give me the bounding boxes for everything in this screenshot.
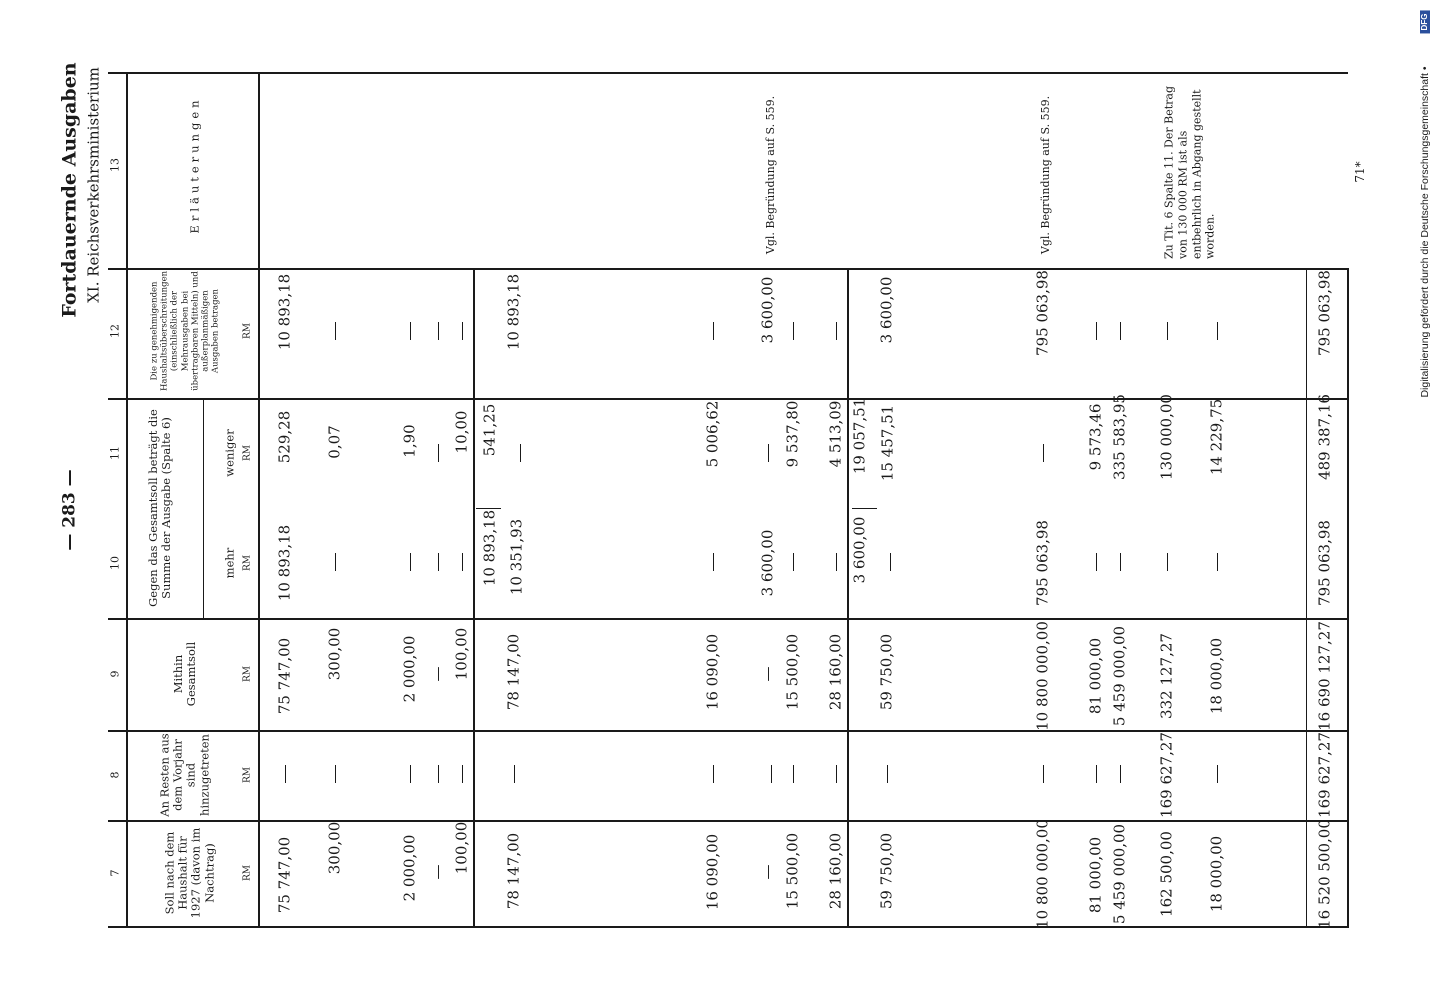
table-cell: 2 000,00 bbox=[400, 635, 419, 703]
table-cell-total: 795 063,98 bbox=[1315, 270, 1334, 356]
table-cell: 300,00 bbox=[325, 627, 344, 681]
col13-header: Erläuterungen bbox=[187, 96, 202, 234]
table-cell: 1,90 bbox=[400, 424, 419, 458]
table-cell: 78 147,00 bbox=[504, 633, 523, 711]
dash-mark bbox=[887, 765, 888, 783]
table-cell: 9 537,80 bbox=[783, 400, 802, 468]
col11-header: weniger bbox=[222, 429, 237, 477]
dash-mark bbox=[410, 765, 411, 783]
table-cell: 10 800 000,00 bbox=[1033, 621, 1052, 731]
table-cell: 14 229,75 bbox=[1207, 398, 1226, 476]
table-cell: 75 747,00 bbox=[275, 836, 294, 914]
dash-mark bbox=[462, 322, 463, 340]
table-cell: 10,00 bbox=[452, 410, 471, 454]
dash-mark bbox=[1217, 322, 1218, 340]
table-cell-total: 16 690 127,27 bbox=[1315, 621, 1334, 731]
col7-number: 7 bbox=[108, 869, 122, 877]
table-cell: 16 090,00 bbox=[703, 633, 722, 711]
table-cell-total: 795 063,98 bbox=[1315, 520, 1334, 606]
page-subtitle: XI. Reichsverkehrsministerium bbox=[84, 67, 103, 303]
col7-currency: RM bbox=[242, 865, 253, 881]
dash-mark bbox=[1217, 765, 1218, 783]
page-number: — 283 — bbox=[59, 469, 80, 551]
table-cell: 541,25 bbox=[480, 403, 499, 457]
col10-currency: RM bbox=[242, 555, 253, 571]
table-cell: 3 600,00 bbox=[877, 276, 896, 344]
col9-header: Mithin Gesamtsoll bbox=[170, 641, 198, 707]
table-cell: 529,28 bbox=[275, 410, 294, 464]
table-cell: — bbox=[428, 666, 447, 682]
table-cell: 5 459 000,00 bbox=[1110, 823, 1129, 925]
dash-mark bbox=[1043, 444, 1044, 462]
dash-mark bbox=[1096, 322, 1097, 340]
table-cell: 59 750,00 bbox=[877, 633, 896, 711]
dash-mark bbox=[1120, 765, 1121, 783]
dash-mark bbox=[1096, 553, 1097, 571]
dash-mark bbox=[410, 322, 411, 340]
remark-note: Vgl. Begründung auf S. 559. bbox=[1039, 95, 1053, 255]
table-cell: 3 600,00 bbox=[758, 529, 777, 597]
table-cell: 100,00 bbox=[452, 821, 471, 875]
dash-mark bbox=[713, 322, 714, 340]
dash-mark bbox=[438, 553, 439, 571]
table-cell: 10 893,18 bbox=[480, 509, 499, 587]
table-cell: 10 893,18 bbox=[504, 273, 523, 351]
col12-number: 12 bbox=[108, 324, 122, 338]
table-cell: — bbox=[758, 864, 777, 880]
col8-currency: RM bbox=[242, 767, 253, 783]
digitization-note: Digitalisierung gefördert durch die Deutsche Forschungsgemeinschaft • bbox=[1418, 66, 1431, 398]
col12-currency: RM bbox=[242, 323, 253, 339]
table-cell: 100,00 bbox=[452, 627, 471, 681]
dash-mark bbox=[1120, 553, 1121, 571]
col10-number: 10 bbox=[108, 556, 122, 570]
col10-header: mehr bbox=[222, 547, 237, 579]
dash-mark bbox=[335, 765, 336, 783]
dash-mark bbox=[1167, 553, 1168, 571]
page-title: Fortdauernde Ausgaben bbox=[58, 62, 81, 318]
table-cell: 2 000,00 bbox=[400, 834, 419, 902]
dash-mark bbox=[520, 444, 521, 462]
col11-number: 11 bbox=[108, 446, 122, 460]
table-cell: 4 513,09 bbox=[826, 400, 845, 468]
table-cell: 15 500,00 bbox=[783, 832, 802, 910]
dash-mark bbox=[793, 322, 794, 340]
col9-number: 9 bbox=[108, 670, 122, 678]
col9-currency: RM bbox=[242, 666, 253, 682]
dash-mark bbox=[793, 553, 794, 571]
table-cell: 169 627,27 bbox=[1157, 732, 1176, 818]
table-cell: 3 600,00 bbox=[758, 276, 777, 344]
table-cell: 795 063,98 bbox=[1033, 270, 1052, 356]
col8-number: 8 bbox=[108, 771, 122, 779]
table-cell-total: 169 627,27 bbox=[1315, 732, 1334, 818]
dash-mark bbox=[410, 553, 411, 571]
table-cell: 28 160,00 bbox=[826, 832, 845, 910]
dash-mark bbox=[514, 765, 515, 783]
table-cell: 78 147,00 bbox=[504, 832, 523, 910]
col7-header: Soll nach dem Haushalt für 1927 (davon im Nachtrag) bbox=[162, 827, 217, 919]
table-cell: 5 459 000,00 bbox=[1110, 625, 1129, 727]
col12-header: Die zu genehmigenden Haushaltsüberschreitungen (einschließlich der Mehrausgaben bei übertragbaren Mitteln) und außerplanmäßigen Ausgaben betragen bbox=[149, 270, 221, 391]
table-cell: 0,07 bbox=[325, 425, 344, 459]
col10-11-group-header: Gegen das Gesamtsoll beträgt die Summe der Ausgabe (Spalte 6) bbox=[145, 409, 173, 607]
table-cell: 10 893,18 bbox=[275, 273, 294, 351]
table-cell: 162 500,00 bbox=[1157, 831, 1176, 917]
col11-currency: RM bbox=[242, 445, 253, 461]
dash-mark bbox=[462, 553, 463, 571]
dash-mark bbox=[438, 765, 439, 783]
table-cell: — bbox=[428, 864, 447, 880]
table-cell: 16 090,00 bbox=[703, 833, 722, 911]
dfg-logo: DFG bbox=[1420, 11, 1430, 34]
dash-mark bbox=[1217, 553, 1218, 571]
table-cell: 335 583,95 bbox=[1110, 394, 1129, 480]
table-cell: 75 747,00 bbox=[275, 637, 294, 715]
table-cell: 15 457,51 bbox=[878, 404, 897, 482]
table-cell: 130 000,00 bbox=[1157, 394, 1176, 480]
dash-mark bbox=[713, 765, 714, 783]
footer-mark: 71* bbox=[1353, 161, 1367, 183]
table-cell: 28 160,00 bbox=[826, 633, 845, 711]
dash-mark bbox=[1043, 765, 1044, 783]
dash-mark bbox=[335, 322, 336, 340]
table-cell-total: 489 387,16 bbox=[1315, 394, 1334, 480]
remark-note: Zu Tit. 6 Spalte 11. Der Betrag von 130 000 RM ist als entbehrlich in Abgang gestellt worden. bbox=[1162, 85, 1217, 259]
table-cell: 10 800 000,00 bbox=[1033, 819, 1052, 929]
dash-mark bbox=[771, 765, 772, 783]
table-cell: 10 351,93 bbox=[507, 518, 526, 596]
table-cell: 81 000,00 bbox=[1086, 836, 1105, 914]
dash-mark bbox=[768, 444, 769, 462]
table-cell: 59 750,00 bbox=[877, 832, 896, 910]
dash-mark bbox=[836, 553, 837, 571]
table-cell: 300,00 bbox=[325, 821, 344, 875]
table-cell: 19 057,51 bbox=[850, 397, 869, 475]
table-cell: 5 006,62 bbox=[703, 400, 722, 468]
table-cell-total: 16 520 500,00 bbox=[1315, 819, 1334, 929]
dash-mark bbox=[438, 444, 439, 462]
dash-mark bbox=[1096, 765, 1097, 783]
col8-header: An Resten aus dem Vorjahr sind hinzugetreten bbox=[157, 733, 212, 817]
remark-note: Vgl. Begründung auf S. 559. bbox=[764, 95, 778, 255]
table-cell: 81 000,00 bbox=[1086, 637, 1105, 715]
dash-mark bbox=[836, 322, 837, 340]
dash-mark bbox=[1120, 322, 1121, 340]
dash-mark bbox=[335, 553, 336, 571]
dash-mark bbox=[438, 322, 439, 340]
dash-mark bbox=[836, 765, 837, 783]
dash-mark bbox=[713, 553, 714, 571]
dash-mark bbox=[462, 765, 463, 783]
table-cell: 9 573,46 bbox=[1086, 403, 1105, 471]
table-cell: 795 063,98 bbox=[1033, 520, 1052, 606]
table-cell: 18 000,00 bbox=[1207, 835, 1226, 913]
dash-mark bbox=[1167, 322, 1168, 340]
dash-mark bbox=[890, 553, 891, 571]
table-cell: 10 893,18 bbox=[275, 524, 294, 602]
table-cell: 15 500,00 bbox=[783, 633, 802, 711]
table-cell: — bbox=[758, 666, 777, 682]
col13-number: 13 bbox=[108, 158, 122, 172]
table-cell: 18 000,00 bbox=[1207, 637, 1226, 715]
dash-mark bbox=[793, 765, 794, 783]
table-cell: 3 600,00 bbox=[850, 516, 869, 584]
table-cell: 332 127,27 bbox=[1157, 633, 1176, 719]
dash-mark bbox=[285, 765, 286, 783]
